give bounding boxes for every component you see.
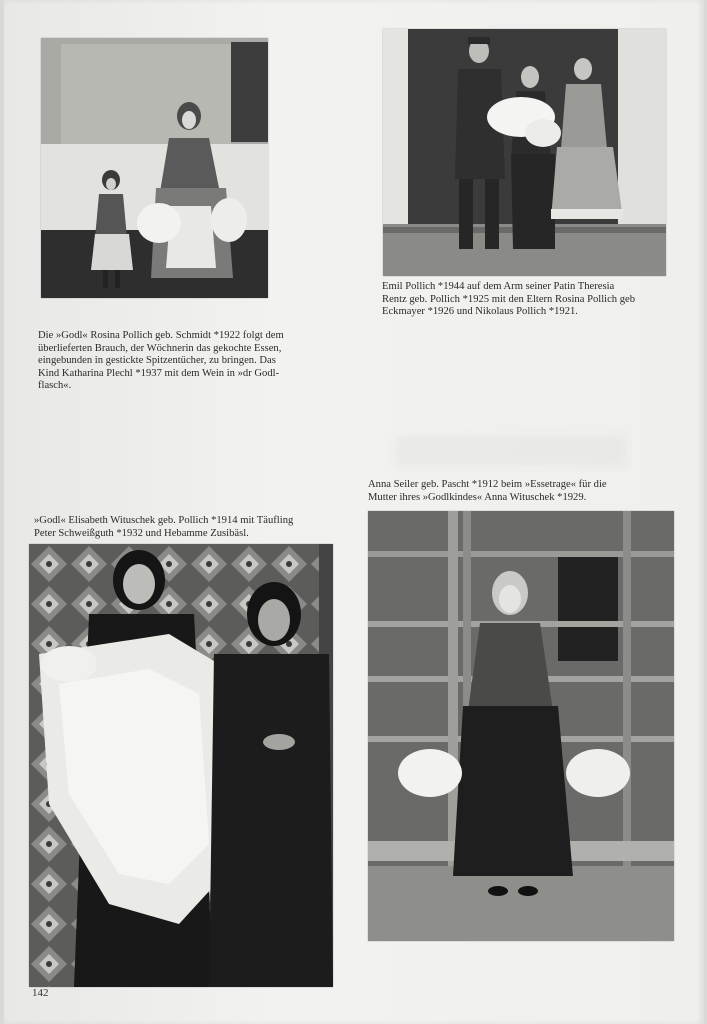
caption-top-left: Die »Godl« Rosina Pollich geb. Schmidt *1922 folgt dem überlieferten Brauch, der Wöchnerin das gekochte Essen, eingebunden in gestickte Spitzentücher, zu bringen. Das Kind Katharina Plechl *1937 mit dem Wein in »dr Godl- flasch«. bbox=[38, 330, 284, 392]
caption-bottom-left: »Godl« Elisabeth Wituschek geb. Pollich *1914 mit Täufling Peter Schweißguth *1932 und Hebamme Zusibäsl. bbox=[34, 515, 294, 539]
caption-bottom-right: Anna Seiler geb. Pascht *1912 beim »Essetrage« für die Mutter ihres »Godlkindes« Anna Wituschek *1929. bbox=[368, 479, 607, 503]
book-page bbox=[4, 0, 704, 1024]
caption-top-right: Emil Pollich *1944 auf dem Arm seiner Patin Theresia Rentz geb. Pollich *1925 mit den Eltern Rosina Pollich geb Eckmayer *1926 und Nikolaus Pollich *1921. bbox=[382, 281, 636, 318]
page-number: 142 bbox=[32, 987, 49, 999]
bleed-through-shadow bbox=[396, 436, 626, 466]
photo-emil-pollich-family bbox=[383, 29, 666, 276]
photo-godl-elisabeth-and-midwife bbox=[29, 544, 333, 987]
photo-anna-seiler-essetrage bbox=[368, 511, 674, 941]
photo-godl-rosina-and-child bbox=[41, 38, 268, 298]
